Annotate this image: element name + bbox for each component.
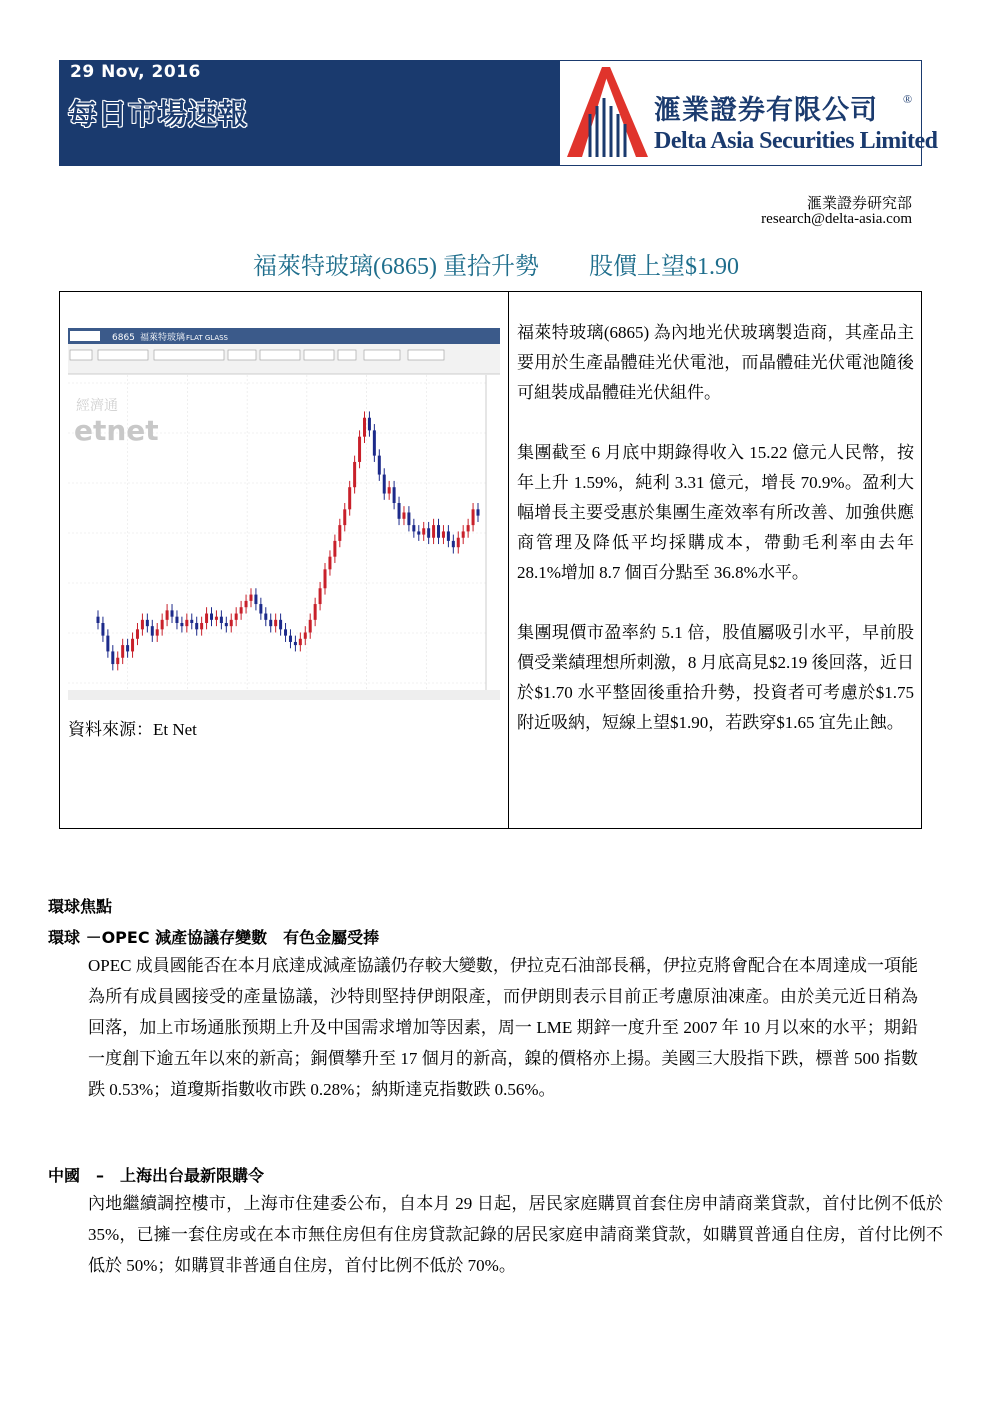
candle-body <box>294 642 297 645</box>
stock-article <box>517 318 914 768</box>
candle-body <box>180 623 183 626</box>
candle-body <box>402 512 405 518</box>
section-global-title: 環球 －OPEC 減產協議存變數 有色金屬受捧 <box>48 928 380 947</box>
stock-chart <box>68 328 500 700</box>
chart-date-strip <box>68 690 500 700</box>
candle-body <box>230 620 233 626</box>
candle-body <box>398 503 401 519</box>
article-stock-name: 福萊特玻璃(6865) <box>517 323 650 342</box>
candle-body <box>457 538 460 547</box>
candle-body <box>269 620 272 626</box>
candle-body <box>284 629 287 635</box>
research-department: 滙業證券研究部 <box>806 196 912 212</box>
research-email: research@delta-asia.com <box>761 211 912 227</box>
article-paragraph-3: 集團現價市盈率約 5.1 倍，股值屬吸引水平，早前股價受業績理想所刺激，8 月底高見$2.19 後回落，近日於$1.70 水平整固後重拾升勢，投資者可考慮於$1.75 附近吸納，短線上望$1.90，若跌穿$1.65 宜先止蝕。 <box>517 623 914 732</box>
candle-body <box>111 651 114 664</box>
candle-body <box>393 487 396 503</box>
candle-body <box>363 418 366 437</box>
candle-body <box>368 418 371 431</box>
candle-body <box>373 430 376 455</box>
candle-body <box>477 509 480 515</box>
candle-body <box>388 487 391 493</box>
article-paragraph-2: 集團截至 6 月底中期錄得收入 15.22 億元人民幣，按年上升 1.59%，純利 3.31 億元，增長 70.9%。盈利大幅增長主要受惠於集團生產效率有所改善、加強供應商管理及降低平均採購成本，帶動毛利率由去年 28.1%增加 8.7 個百分點至 36.8%水平。 <box>517 443 914 582</box>
candle-body <box>378 456 381 475</box>
chart-stock-name-en: FLAT GLASS <box>186 334 228 342</box>
candle-body <box>427 528 430 537</box>
candle-body <box>314 604 317 620</box>
registered-mark: ® <box>903 92 913 106</box>
candle-body <box>116 658 119 664</box>
candle-body <box>166 610 169 619</box>
candle-body <box>383 475 386 494</box>
candle-body <box>254 595 257 604</box>
candle-body <box>185 620 188 626</box>
candle-body <box>240 607 243 613</box>
candle-body <box>121 645 124 658</box>
candle-body <box>156 629 159 635</box>
section-china-body: 內地繼續調控樓市，上海市住建委公布，自本月 29 日起，居民家庭購買首套住房申請商業貸款，首付比例不低於 35%，已擁一套住房或在本市無住房但有住房貸款記錄的居民家庭申請商業貸款，如購買普通自住房，首付比例不低於 50%；如購買非普通自住房，首付比例不低於 70%。 <box>88 1194 943 1275</box>
section-china-title: 中國 – 上海出台最新限購令 <box>48 1166 265 1185</box>
candle-body <box>136 629 139 638</box>
candle-body <box>279 620 282 629</box>
candle-body <box>304 632 307 638</box>
chart-stock-code: 6865 <box>112 333 135 343</box>
candle-body <box>328 557 331 570</box>
candle-body <box>106 636 109 652</box>
chart-code-box <box>70 331 100 341</box>
candle-body <box>353 462 356 487</box>
candle-body <box>245 601 248 607</box>
candle-body <box>220 617 223 623</box>
candle-body <box>338 525 341 541</box>
candle-body <box>348 487 351 509</box>
candle-body <box>205 614 208 623</box>
candle-body <box>141 620 144 629</box>
candle-body <box>101 623 104 636</box>
candle-body <box>235 614 238 620</box>
candle-body <box>412 525 415 531</box>
candle-body <box>447 531 450 540</box>
candle-body <box>452 541 455 547</box>
candle-body <box>195 623 198 629</box>
candle-body <box>358 437 361 462</box>
report-title: 每日市場速報 <box>68 97 249 131</box>
candle-body <box>249 595 252 601</box>
candle-body <box>264 614 267 620</box>
candle-body <box>161 620 164 629</box>
candle-body <box>437 525 440 538</box>
candle-body <box>274 620 277 626</box>
candle-body <box>175 617 178 623</box>
candle-body <box>126 645 129 651</box>
company-name-zh: 滙業證券有限公司 <box>654 95 878 126</box>
candle-body <box>131 639 134 652</box>
candle-body <box>190 620 193 623</box>
candle-body <box>146 620 149 626</box>
section-global-body: OPEC 成員國能否在本月底達成減產協議仍存較大變數，伊拉克石油部長稱，伊拉克將會配合在本周達成一項能為所有成員國接受的產量協議，沙特則堅持伊朗限產，而伊朗則表示目前正考慮原油凍產。由於美元近日稍為回落，加上市场通胀预期上升及中国需求增加等因素，周一 LME 期鋅一度升至 2007 年 10 月以來的水平；期鉛一度創下逾五年以來的新高；銅價攀升至 17 個月的新高，鎳的價格亦上揚。美國三大股指下跌，標普 500 指數跌 0.53%；道瓊斯指數收市跌 0.28%；納斯達克指數跌 0.56%。 <box>88 956 918 1099</box>
candle-body <box>407 512 410 525</box>
chart-watermark-zh: 經濟通 <box>76 398 118 414</box>
chart-source: 資料來源：Et Net <box>68 720 197 739</box>
candle-body <box>472 509 475 525</box>
company-logo-icon <box>562 62 652 162</box>
candle-body <box>151 626 154 635</box>
candle-body <box>210 614 213 620</box>
company-name-en: Delta Asia Securities Limited <box>654 128 938 154</box>
article-paragraph-1 <box>517 318 914 408</box>
candle-body <box>333 541 336 557</box>
candle-body <box>225 623 228 626</box>
candle-body <box>289 636 292 642</box>
candle-body <box>467 525 470 531</box>
candle-body <box>343 509 346 525</box>
headline <box>0 246 992 281</box>
candle-body <box>215 617 218 620</box>
chart-watermark-en: etnet <box>74 414 159 447</box>
table-divider <box>508 291 509 829</box>
candle-body <box>97 617 100 623</box>
candle-body <box>417 531 420 534</box>
candle-body <box>432 525 435 538</box>
candle-body <box>259 604 262 613</box>
candle-body <box>200 623 203 629</box>
article-p1-text: 為內地光伏玻璃製造商，其產品主要用於生產晶體硅光伏電池，而晶體硅光伏電池隨後可組裝成晶體硅光伏組件。 <box>517 323 915 402</box>
candle-body <box>422 528 425 534</box>
candle-body <box>171 610 174 616</box>
candle-body <box>319 588 322 604</box>
candle-body <box>442 531 445 537</box>
candle-body <box>299 639 302 645</box>
candle-body <box>462 531 465 537</box>
candle-body <box>324 569 327 588</box>
chart-stock-name: 福萊特玻璃 <box>140 333 186 343</box>
global-focus-title: 環球焦點 <box>48 897 113 916</box>
headline-part1: 福萊特玻璃(6865) 重拾升勢 <box>253 254 539 280</box>
report-date: 29 Nov, 2016 <box>70 62 201 82</box>
headline-part2: 股價上望$1.90 <box>588 254 739 280</box>
candle-body <box>309 620 312 633</box>
